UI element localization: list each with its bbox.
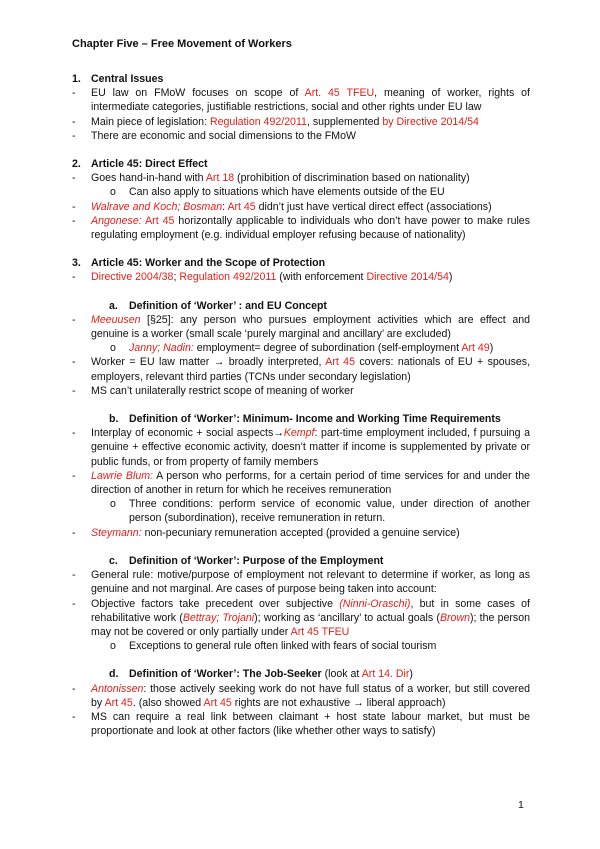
case-name: Bettray; Trojani	[182, 611, 255, 624]
subsection-number: b.	[109, 413, 119, 426]
document-body	[72, 72, 530, 738]
spacer	[72, 398, 530, 412]
subsection-heading	[72, 667, 530, 681]
case-name: Antonissen	[91, 682, 144, 695]
text-run: ); working as ‘ancillary’ to actual goals (	[254, 611, 440, 624]
sub-bullet	[72, 639, 530, 653]
bullet-item	[72, 214, 530, 242]
legal-reference: Art 45	[325, 356, 355, 369]
case-name: Brown	[439, 611, 470, 624]
case-name: Angonese:	[91, 214, 142, 227]
text-run: MS can require a real link between claimant + host state labour market, but must be proportionate and look at other factors (like whether other ways to satisfy)	[91, 710, 530, 738]
subsection-title: Definition of ‘Worker’: Purpose of the Employment	[129, 554, 384, 567]
sub-bullet	[72, 497, 530, 525]
bullet-item	[72, 115, 530, 129]
bullet-marker: -	[72, 384, 76, 397]
subsection-number: d.	[109, 668, 119, 681]
subsection-heading	[72, 554, 530, 568]
text-run: Worker = EU law matter → broadly interpreted,	[91, 356, 326, 369]
section-title: Article 45: Direct Effect	[91, 158, 208, 171]
text-run: . (also showed	[132, 696, 204, 709]
legal-reference: Art 45	[145, 214, 175, 227]
section-title: Article 45: Worker and the Scope of Protection	[91, 257, 326, 270]
case-name: (Ninni-Oraschi)	[339, 597, 411, 610]
chapter-title: Chapter Five – Free Movement of Workers	[72, 38, 292, 50]
text-run: :	[222, 200, 228, 213]
text-run: )	[448, 271, 453, 284]
case-name: Steymann:	[91, 526, 142, 539]
legal-reference: Art. 45 TFEU	[304, 87, 375, 100]
bullet-marker: -	[72, 597, 76, 610]
legal-reference: by Directive 2014/54	[382, 115, 479, 128]
legal-reference: Regulation 492/2011	[209, 115, 307, 128]
spacer	[72, 653, 530, 667]
text-run: Main piece of legislation:	[91, 115, 210, 128]
bullet-item	[72, 86, 530, 114]
text-run: Can also apply to situations which have elements outside of the EU	[129, 186, 445, 199]
bullet-item	[72, 426, 530, 469]
bullet-marker: -	[72, 569, 76, 582]
page-number: 1	[518, 799, 524, 811]
bullet-marker: -	[72, 710, 76, 723]
bullet-marker: -	[72, 313, 76, 326]
legal-reference: Art 45 TFEU	[290, 625, 350, 638]
subsection-number: a.	[109, 299, 118, 312]
text-run: covers: nationals of EU + spouses, employers, relevant third parties (TCNs under secondary legislation)	[91, 356, 531, 383]
legal-reference: Art 45	[104, 696, 133, 709]
text-run: : those actively seeking work do not have full status of a worker, but still covered by	[91, 682, 530, 709]
sub-bullet-marker: o	[110, 498, 116, 511]
text-run: General rule: motive/purpose of employment not relevant to determine if worker, as long as genuine and not marginal. Are cases of purpose being taken into account:	[91, 569, 530, 596]
legal-reference: Art 45	[227, 200, 256, 213]
text-run: )	[489, 342, 494, 355]
sub-bullet-marker: o	[110, 342, 116, 355]
bullet-item	[72, 682, 530, 710]
section-heading	[72, 72, 530, 86]
section-title: Central Issues	[91, 73, 164, 85]
spacer	[72, 285, 530, 299]
bullet-marker: -	[72, 115, 76, 128]
text-run: : part-time employment included, f pursuing a genuine + effective economic activity, doesn’t matter if income is supplemented by private or public funds, or from property of family members	[91, 427, 530, 468]
subsection-title: Definition of ‘Worker’: Minimum- Income and Working Time Requirements	[129, 413, 501, 426]
bullet-marker: -	[72, 469, 76, 482]
text-run: non-pecuniary remuneration accepted (provided a genuine service)	[141, 526, 460, 539]
legal-reference: Art 14. Dir	[361, 668, 410, 681]
case-name: Lawrie Blum:	[91, 469, 153, 482]
text-run: , meaning of worker, rights of intermediate categories, justifiable restrictions, social and other rights under EU law	[91, 87, 530, 114]
subsection-note: )	[409, 668, 413, 681]
legal-reference: Directive 2004/38	[91, 271, 174, 284]
bullet-marker: -	[72, 356, 76, 369]
text-run: ;	[173, 271, 180, 284]
section-number: 1.	[72, 73, 81, 85]
bullet-item	[72, 469, 530, 497]
bullet-marker: -	[72, 526, 76, 539]
case-name: Meeuusen	[91, 313, 141, 326]
text-run: Exceptions to general rule often linked with fears of social tourism	[129, 640, 437, 653]
bullet-item	[72, 270, 530, 284]
sub-bullet-marker: o	[110, 640, 116, 653]
bullet-item	[72, 200, 530, 214]
text-run: EU law on FMoW focuses on scope of	[91, 87, 305, 100]
bullet-marker: -	[72, 87, 76, 100]
section-heading	[72, 256, 530, 270]
bullet-marker: -	[72, 200, 76, 213]
sub-bullet	[72, 185, 530, 199]
text-run: didn’t just have vertical direct effect (associations)	[255, 200, 492, 213]
legal-reference: Art 49	[461, 342, 490, 355]
bullet-item	[72, 710, 530, 738]
text-run: employment= degree of subordination (self-employment	[193, 342, 462, 355]
bullet-item	[72, 355, 530, 383]
subsection-title: Definition of ‘Worker’ : and EU Concept	[129, 299, 327, 312]
subsection-heading	[72, 412, 530, 426]
sub-bullet-marker: o	[110, 186, 116, 199]
subsection-heading	[72, 299, 530, 313]
text-run: rights are not exhaustive → liberal approach)	[231, 696, 446, 709]
bullet-item	[72, 313, 530, 341]
case-name: Janny; Nadin:	[129, 342, 194, 355]
text-run: , supplemented	[306, 115, 383, 128]
subsection-number: c.	[109, 554, 118, 567]
bullet-marker: -	[72, 129, 76, 142]
legal-reference: Directive 2014/54	[366, 271, 449, 284]
text-run: There are economic and social dimensions to the FMoW	[91, 129, 356, 142]
bullet-item	[72, 129, 530, 143]
bullet-marker: -	[72, 172, 76, 185]
text-run: [§25]: any person who pursues employment activities which are effect and genuine is a worker (small scale ‘purely marginal and ancillary’ are excluded)	[91, 313, 530, 341]
text-run: A person who performs, for a certain period of time services for and under the direction of another in return for which he receives remuneration	[91, 469, 531, 497]
bullet-marker: -	[72, 682, 76, 695]
spacer	[72, 242, 530, 256]
text-run: (prohibition of discrimination based on nationality)	[234, 172, 470, 185]
bullet-marker: -	[72, 427, 76, 440]
text-run: Objective factors take precedent over subjective	[91, 597, 340, 610]
text-run: Goes hand-in-hand with	[91, 172, 206, 185]
bullet-item	[72, 568, 530, 596]
bullet-item	[72, 171, 530, 185]
bullet-marker: -	[72, 214, 76, 227]
text-run: MS can’t unilaterally restrict scope of meaning of worker	[91, 384, 354, 397]
text-run: Three conditions: perform service of economic value, under direction of another person (subordination), receive remuneration in return.	[129, 498, 530, 525]
section-number: 2.	[72, 158, 81, 171]
bullet-item	[72, 384, 530, 398]
text-run: ); the person may not be covered or only partially under	[91, 611, 531, 638]
section-heading	[72, 157, 530, 171]
legal-reference: Art 18	[205, 172, 235, 185]
bullet-item	[72, 597, 530, 640]
text-run: Interplay of economic + social aspects→	[91, 427, 284, 440]
text-run: , but in some cases of rehabilitative work (	[91, 597, 530, 624]
spacer	[72, 143, 530, 157]
bullet-marker: -	[72, 271, 76, 284]
case-name: Kempf	[283, 427, 315, 440]
bullet-item	[72, 526, 530, 540]
legal-reference: Art 45	[203, 696, 232, 709]
subsection-note: (look at	[321, 668, 362, 681]
sub-bullet	[72, 341, 530, 355]
subsection-title: Definition of ‘Worker’: The Job-Seeker	[129, 668, 322, 681]
text-run: horizontally applicable to individuals who don’t have power to make rules regulating employment (e.g. individual employer refusing because of nationality)	[91, 214, 530, 242]
spacer	[72, 540, 530, 554]
text-run: (with enforcement	[276, 271, 367, 284]
section-number: 3.	[72, 257, 81, 270]
legal-reference: Regulation 492/2011	[179, 271, 277, 284]
case-name: Walrave and Koch; Bosman	[91, 200, 223, 213]
